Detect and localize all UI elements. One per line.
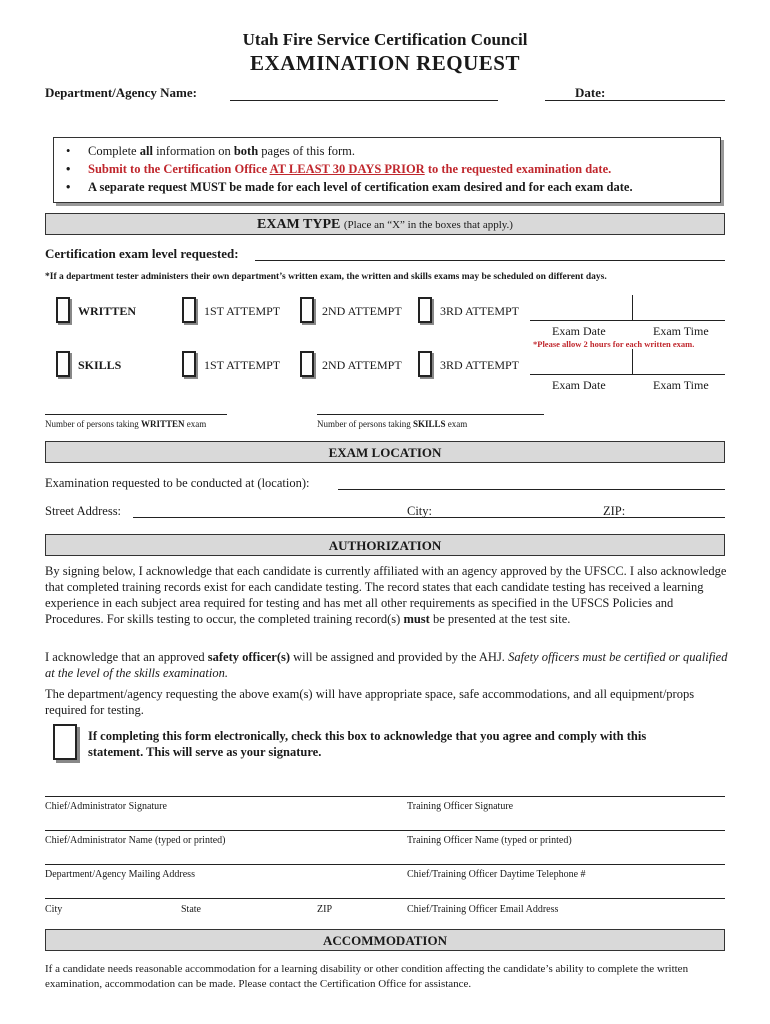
exam-location-header: EXAM LOCATION [45, 441, 725, 463]
written-divider [632, 295, 633, 321]
skills-attempt3-checkbox[interactable] [418, 351, 432, 377]
num-written-field[interactable] [45, 414, 227, 415]
skills-attempt3-label: 3RD ATTEMPT [440, 358, 520, 372]
written-checkbox[interactable] [56, 297, 70, 323]
electronic-signature-checkbox[interactable] [53, 724, 77, 760]
tester-note: *If a department tester administers their own department’s written exam, the written and skills exams may be scheduled on different days. [45, 272, 607, 282]
written-attempt3-label: 3RD ATTEMPT [440, 304, 520, 318]
training-signature-label: Training Officer Signature [407, 801, 514, 812]
name-line[interactable] [45, 830, 725, 831]
dept-label: Department/Agency Name: [45, 85, 197, 100]
skills-attempt2-label: 2ND ATTEMPT [322, 358, 402, 372]
location-field[interactable] [338, 489, 725, 490]
skills-divider [632, 349, 633, 375]
written-attempt1-label: 1ST ATTEMPT [204, 304, 281, 318]
skills-date-time-field[interactable] [530, 374, 725, 375]
authorization-paragraph-1: By signing below, I acknowledge that each candidate is currently affiliated with an agency approved by the UFSCC. I also acknowledge that completed training records exist for each candidate testing. The record states that each candidate testing has received a learning experience in each subject area required for testing and has met all other requirements as specified in the UFSCS Policies and Procedures. For skills testing to occur, the completed training record(s) must be presented at the test site. [45, 564, 727, 626]
council-name: Utah Fire Service Certification Council [242, 30, 528, 49]
level-field[interactable] [255, 260, 725, 261]
city-label: City: [407, 504, 433, 518]
exam-type-header [45, 213, 725, 235]
chief-signature-label: Chief/Administrator Signature [45, 801, 167, 812]
written-date-time-field[interactable] [530, 320, 725, 321]
num-skills-label: Number of persons taking SKILLS exam [317, 419, 468, 429]
written-label: WRITTEN [78, 304, 137, 318]
mailing-line[interactable] [45, 864, 725, 865]
exam-type-note: (Place an “X” in the boxes that apply.) [343, 219, 513, 231]
electronic-signature-statement: If completing this form electronically, check this box to acknowledge that you agree and comply with this statement. This will serve as your signature. [88, 729, 647, 759]
sig-city-label: City [45, 904, 63, 915]
skills-attempt1-label: 1ST ATTEMPT [204, 358, 281, 372]
skills-exam-time-label: Exam Time [653, 378, 709, 392]
chief-name-label: Chief/Administrator Name (typed or printed) [45, 835, 226, 846]
accommodation-text: If a candidate needs reasonable accommodation for a learning disability or other condition affecting the candidate’s ability to complete the written examination, accommodation can be made. Please contact the Certification Office for assistance. [45, 963, 689, 990]
written-exam-date-label: Exam Date [552, 324, 606, 338]
telephone-label: Chief/Training Officer Daytime Telephone # [407, 869, 586, 880]
mailing-address-label: Department/Agency Mailing Address [45, 869, 195, 880]
location-label: Examination requested to be conducted at (location): [45, 476, 310, 490]
exam-type-heading: EXAM TYPE [257, 217, 341, 232]
num-written-label: Number of persons taking WRITTEN exam [45, 419, 207, 429]
num-skills-field[interactable] [317, 414, 544, 415]
skills-attempt1-checkbox[interactable] [182, 351, 196, 377]
written-attempt3-checkbox[interactable] [418, 297, 432, 323]
skills-attempt2-checkbox[interactable] [300, 351, 314, 377]
written-attempt2-label: 2ND ATTEMPT [322, 304, 402, 318]
written-exam-time-label: Exam Time [653, 324, 709, 338]
authorization-paragraph-3: The department/agency requesting the above exam(s) will have appropriate space, safe accommodations, and all equipment/props required for testing. [45, 687, 695, 717]
notice-item-3: • A separate request MUST be made for each level of certification exam desired and for each exam date. [66, 180, 633, 194]
date-field[interactable] [545, 100, 725, 101]
zip-label: ZIP: [603, 504, 626, 518]
skills-checkbox[interactable] [56, 351, 70, 377]
date-label: Date: [575, 85, 606, 100]
city-state-line[interactable] [45, 898, 725, 899]
sig-state-label: State [181, 904, 201, 915]
accommodation-header: ACCOMMODATION [45, 929, 725, 951]
sig-zip-label: ZIP [317, 904, 332, 915]
street-label: Street Address: [45, 504, 122, 518]
skills-exam-date-label: Exam Date [552, 378, 606, 392]
email-label: Chief/Training Officer Email Address [407, 904, 559, 915]
authorization-header: AUTHORIZATION [45, 534, 725, 556]
written-attempt1-checkbox[interactable] [182, 297, 196, 323]
training-name-label: Training Officer Name (typed or printed) [407, 835, 572, 846]
written-attempt2-checkbox[interactable] [300, 297, 314, 323]
level-label: Certification exam level requested: [45, 246, 239, 261]
allow-note: *Please allow 2 hours for each written exam. [533, 339, 695, 349]
notice-item-1: • Complete all information on both pages of this form. [66, 144, 356, 158]
signature-line[interactable] [45, 796, 725, 797]
notice-box [53, 137, 721, 203]
authorization-paragraph-2: I acknowledge that an approved safety officer(s) will be assigned and provided by the AHJ. Safety officers must be certified or qualified at the level of the skills examination. [45, 650, 728, 680]
page-title: EXAMINATION REQUEST [250, 51, 520, 75]
notice-item-2: • Submit to the Certification Office AT LEAST 30 DAYS PRIOR to the requested examination date. [66, 162, 612, 176]
dept-name-field[interactable] [230, 100, 498, 101]
skills-label: SKILLS [78, 358, 122, 372]
